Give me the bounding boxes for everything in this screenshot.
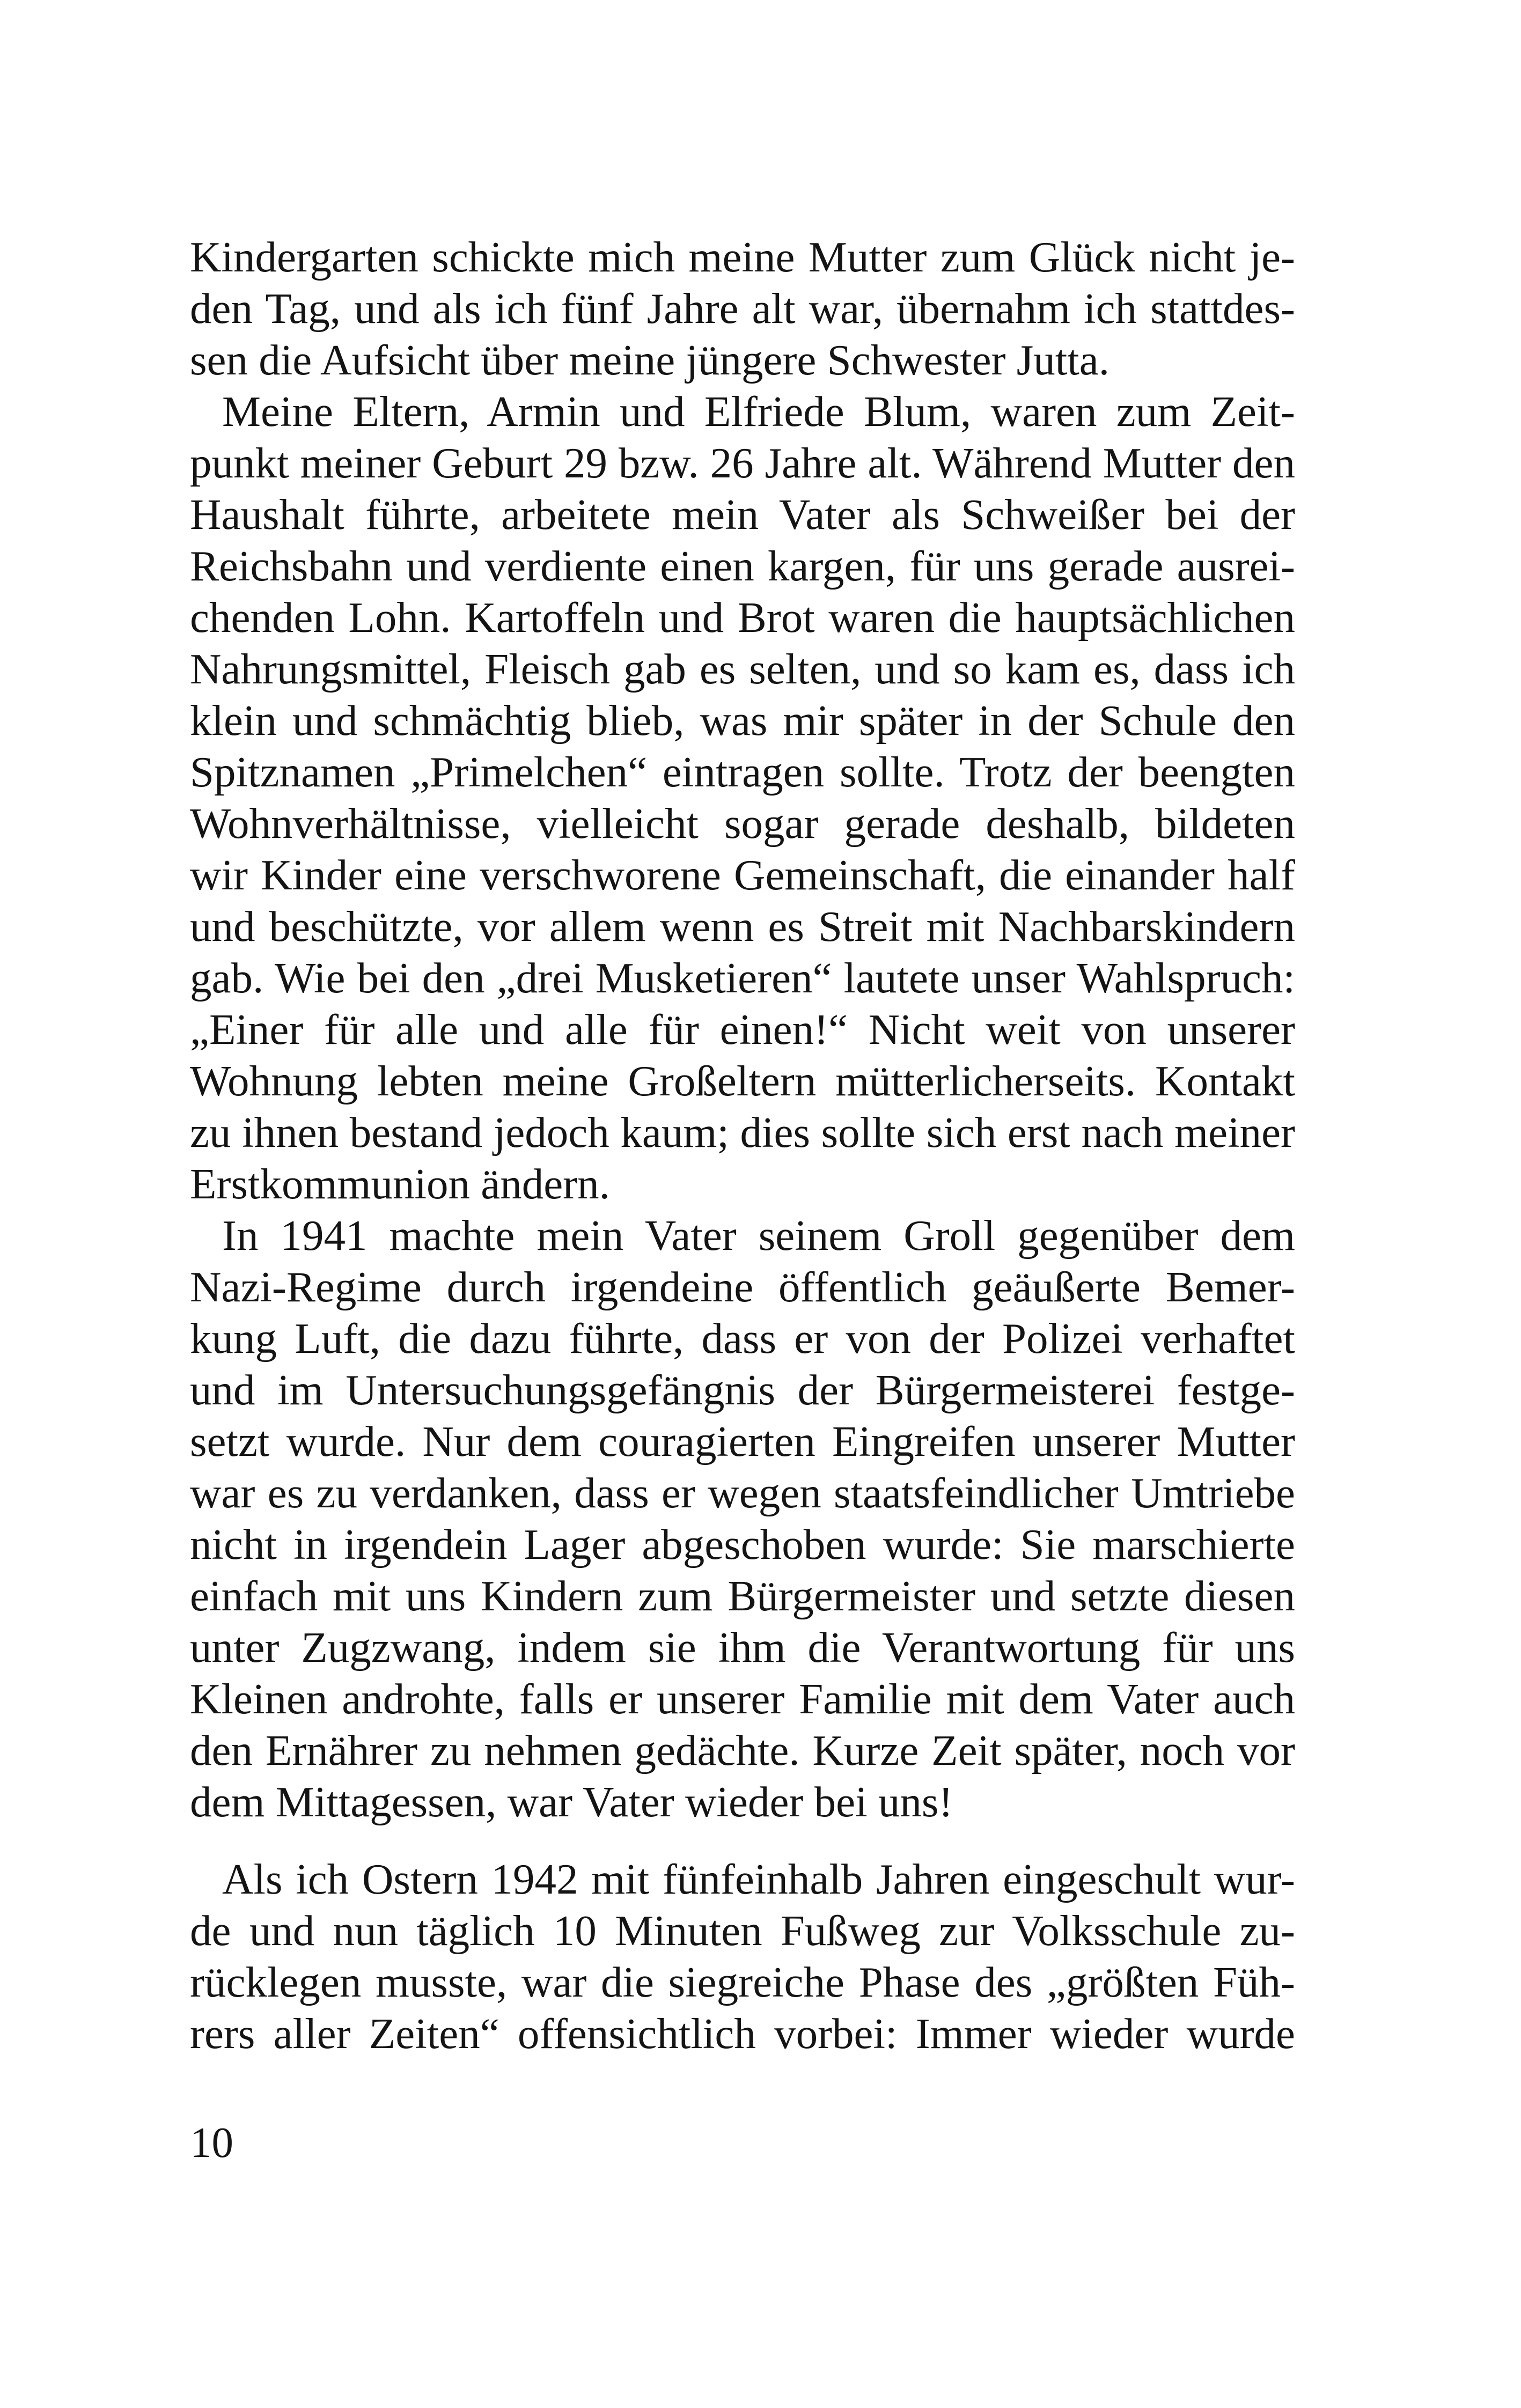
page-number: 10 bbox=[190, 2118, 233, 2167]
text-line: Nazi-Regime durch irgendeine öffentlich geäußerte Bemer- bbox=[190, 1263, 1295, 1311]
text-line: rers aller Zeiten“ offensichtlich vorbei: Immer wieder wurde bbox=[190, 2009, 1295, 2058]
text-line: kung Luft, die dazu führte, dass er von der Polizei verhaftet bbox=[190, 1314, 1295, 1363]
text-line: Wohnverhältnisse, vielleicht sogar gerade deshalb, bildeten bbox=[190, 799, 1295, 848]
text-line: war es zu verdanken, dass er wegen staatsfeindlicher Umtriebe bbox=[190, 1469, 1295, 1517]
text-line: den Tag, und als ich fünf Jahre alt war, übernahm ich stattdes- bbox=[190, 284, 1295, 333]
text-line: gab. Wie bei den „drei Musketieren“ lautete unser Wahlspruch: bbox=[190, 954, 1295, 1002]
text-line: sen die Aufsicht über meine jüngere Schwester Jutta. bbox=[190, 336, 1110, 384]
text-line: nicht in irgendein Lager abgeschoben wurde: Sie marschierte bbox=[190, 1520, 1295, 1568]
text-line: und beschützte, vor allem wenn es Streit mit Nachbarskindern bbox=[190, 902, 1295, 951]
text-line: „Einer für alle und alle für einen!“ Nicht weit von unserer bbox=[190, 1005, 1295, 1054]
text-line: Reichsbahn und verdiente einen kargen, für uns gerade ausrei- bbox=[190, 542, 1295, 590]
text-line: klein und schmächtig blieb, was mir später in der Schule den bbox=[190, 696, 1295, 745]
text-line: setzt wurde. Nur dem couragierten Eingreifen unserer Mutter bbox=[190, 1417, 1295, 1466]
text-line: zu ihnen bestand jedoch kaum; dies sollte sich erst nach meiner bbox=[190, 1108, 1295, 1157]
text-line: rücklegen musste, war die siegreiche Phase des „größten Füh- bbox=[190, 1958, 1295, 2006]
text-line: Wohnung lebten meine Großeltern mütterlicherseits. Kontakt bbox=[190, 1057, 1295, 1105]
text-line: chenden Lohn. Kartoffeln und Brot waren die hauptsächlichen bbox=[190, 593, 1295, 642]
text-line: Kleinen androhte, falls er unserer Familie mit dem Vater auch bbox=[190, 1675, 1295, 1723]
text-line: In 1941 machte mein Vater seinem Groll gegenüber dem bbox=[222, 1211, 1295, 1260]
text-line: Spitznamen „Primelchen“ eintragen sollte. Trotz der beengten bbox=[190, 748, 1295, 796]
text-line: einfach mit uns Kindern zum Bürgermeister und setzte diesen bbox=[190, 1572, 1295, 1620]
text-line: punkt meiner Geburt 29 bzw. 26 Jahre alt. Während Mutter den bbox=[190, 439, 1295, 487]
body-text bbox=[190, 231, 1295, 2059]
text-line: den Ernährer zu nehmen gedächte. Kurze Zeit später, noch vor bbox=[190, 1726, 1295, 1774]
text-line: wir Kinder eine verschworene Gemeinschaft, die einander half bbox=[190, 851, 1295, 899]
text-line: Haushalt führte, arbeitete mein Vater als Schweißer bei der bbox=[190, 490, 1295, 539]
text-line: Meine Eltern, Armin und Elfriede Blum, waren zum Zeit- bbox=[222, 387, 1295, 436]
text-line: unter Zugzwang, indem sie ihm die Verantwortung für uns bbox=[190, 1623, 1295, 1671]
text-line: Erstkommunion ändern. bbox=[190, 1160, 610, 1208]
text-line: Als ich Ostern 1942 mit fünfeinhalb Jahren eingeschult wur- bbox=[222, 1855, 1295, 1903]
text-line: dem Mittagessen, war Vater wieder bei uns! bbox=[190, 1778, 953, 1826]
text-line: und im Untersuchungsgefängnis der Bürgermeisterei festge- bbox=[190, 1366, 1295, 1414]
text-line: de und nun täglich 10 Minuten Fußweg zur Volksschule zu- bbox=[190, 1906, 1295, 1955]
text-line: Nahrungsmittel, Fleisch gab es selten, und so kam es, dass ich bbox=[190, 645, 1295, 693]
text-line: Kindergarten schickte mich meine Mutter zum Glück nicht je- bbox=[190, 233, 1295, 281]
